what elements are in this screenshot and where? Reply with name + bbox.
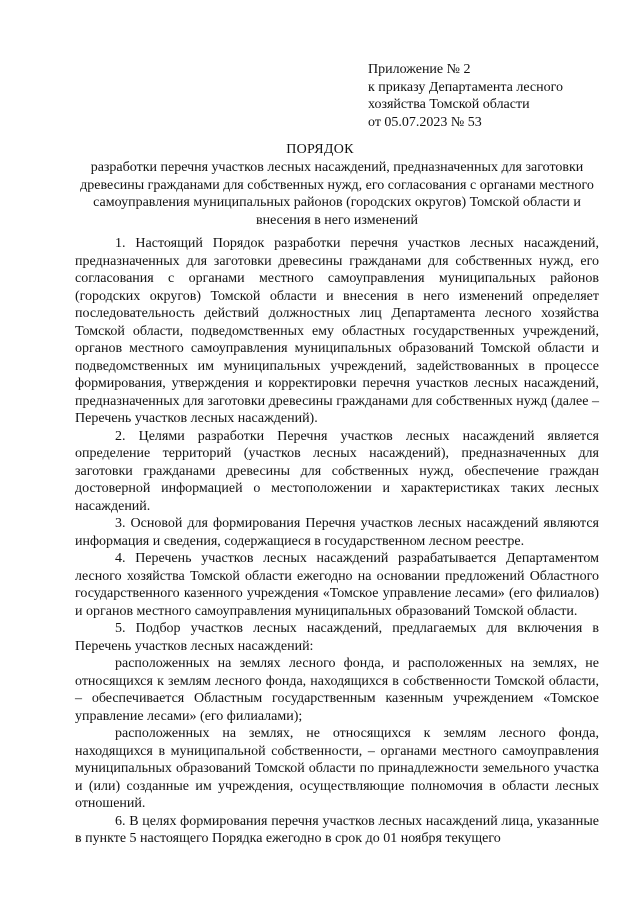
paragraph: 6. В целях формирования перечня участков лесных насаждений лица, указанные в пункте 5 настоящего Порядка ежегодно в срок до 01 ноября текущего: [75, 813, 599, 846]
document-body: [75, 235, 599, 848]
document-subtitle: разработки перечня участков лесных насаждений, предназначенных для заготовки древесины гражданами для собственных нужд, его согласования с органами местного самоуправления муниципальных районов (городских округов) Томской области и внесения в него изменений: [80, 160, 594, 228]
paragraph: 2. Целями разработки Перечня участков лесных насаждений является определение территорий (участков лесных насаждений), предназначенных для заготовки гражданами древесины для собственных нужд, обеспечение граждан достоверной информацией о местоположении и характеристиках таких лесных насаждений.: [75, 428, 599, 514]
paragraph: расположенных на землях лесного фонда, и расположенных на землях, не относящихся к землям лесного фонда, находящихся в собственности Томской области, – обеспечивается Областным государственным казенным учреждением «Томское управление лесами» (его филиалами);: [75, 656, 599, 724]
paragraph: 3. Основой для формирования Перечня участков лесных насаждений являются информация и сведения, содержащиеся в государственном лесном реестре.: [75, 516, 599, 549]
paragraph: 5. Подбор участков лесных насаждений, предлагаемых для включения в Перечень участков лесных насаждений:: [75, 621, 599, 654]
annex-line: к приказу Департамента лесного: [368, 79, 564, 95]
annex-line: Приложение № 2: [368, 62, 471, 77]
annex-header: [368, 61, 618, 131]
annex-line: от 05.07.2023 № 53: [368, 114, 482, 130]
paragraph: 1. Настоящий Порядок разработки перечня участков лесных насаждений, предназначенных для заготовки древесины гражданами для собственных нужд, его согласования с органами местного самоуправления муниципальных районов (городских округов) Томской области и внесения в него изменений определяет последовательность действий должностных лиц Департамента лесного хозяйства Томской области, подведомственных ему областных государственных учреждений, органов местного самоуправления муниципальных образований Томской области и подведомственных им муниципальных учреждений, задействованных в процессе формирования, утверждения и корректировки перечня участков лесных насаждений, предназначенных для заготовки древесины гражданами для собственных нужд (далее – Перечень участков лесных насаждений).: [75, 236, 599, 426]
paragraph: расположенных на землях, не относящихся к землям лесного фонда, находящихся в муниципальной собственности, – органами местного самоуправления муниципальных образований Томской области по принадлежности земельного участка и (или) созданные им учреждения, осуществляющие полномочия в области лесных отношений.: [75, 726, 599, 811]
document-title: ПОРЯДОК: [286, 142, 354, 157]
annex-line: хозяйства Томской области: [368, 97, 530, 112]
paragraph: 4. Перечень участков лесных насаждений разрабатывается Департаментом лесного хозяйства Томской области ежегодно на основании предложений Областного государственного казенного учреждения «Томское управление лесами» (его филиалов) и органов местного самоуправления муниципальных образований Томской области.: [75, 551, 599, 619]
